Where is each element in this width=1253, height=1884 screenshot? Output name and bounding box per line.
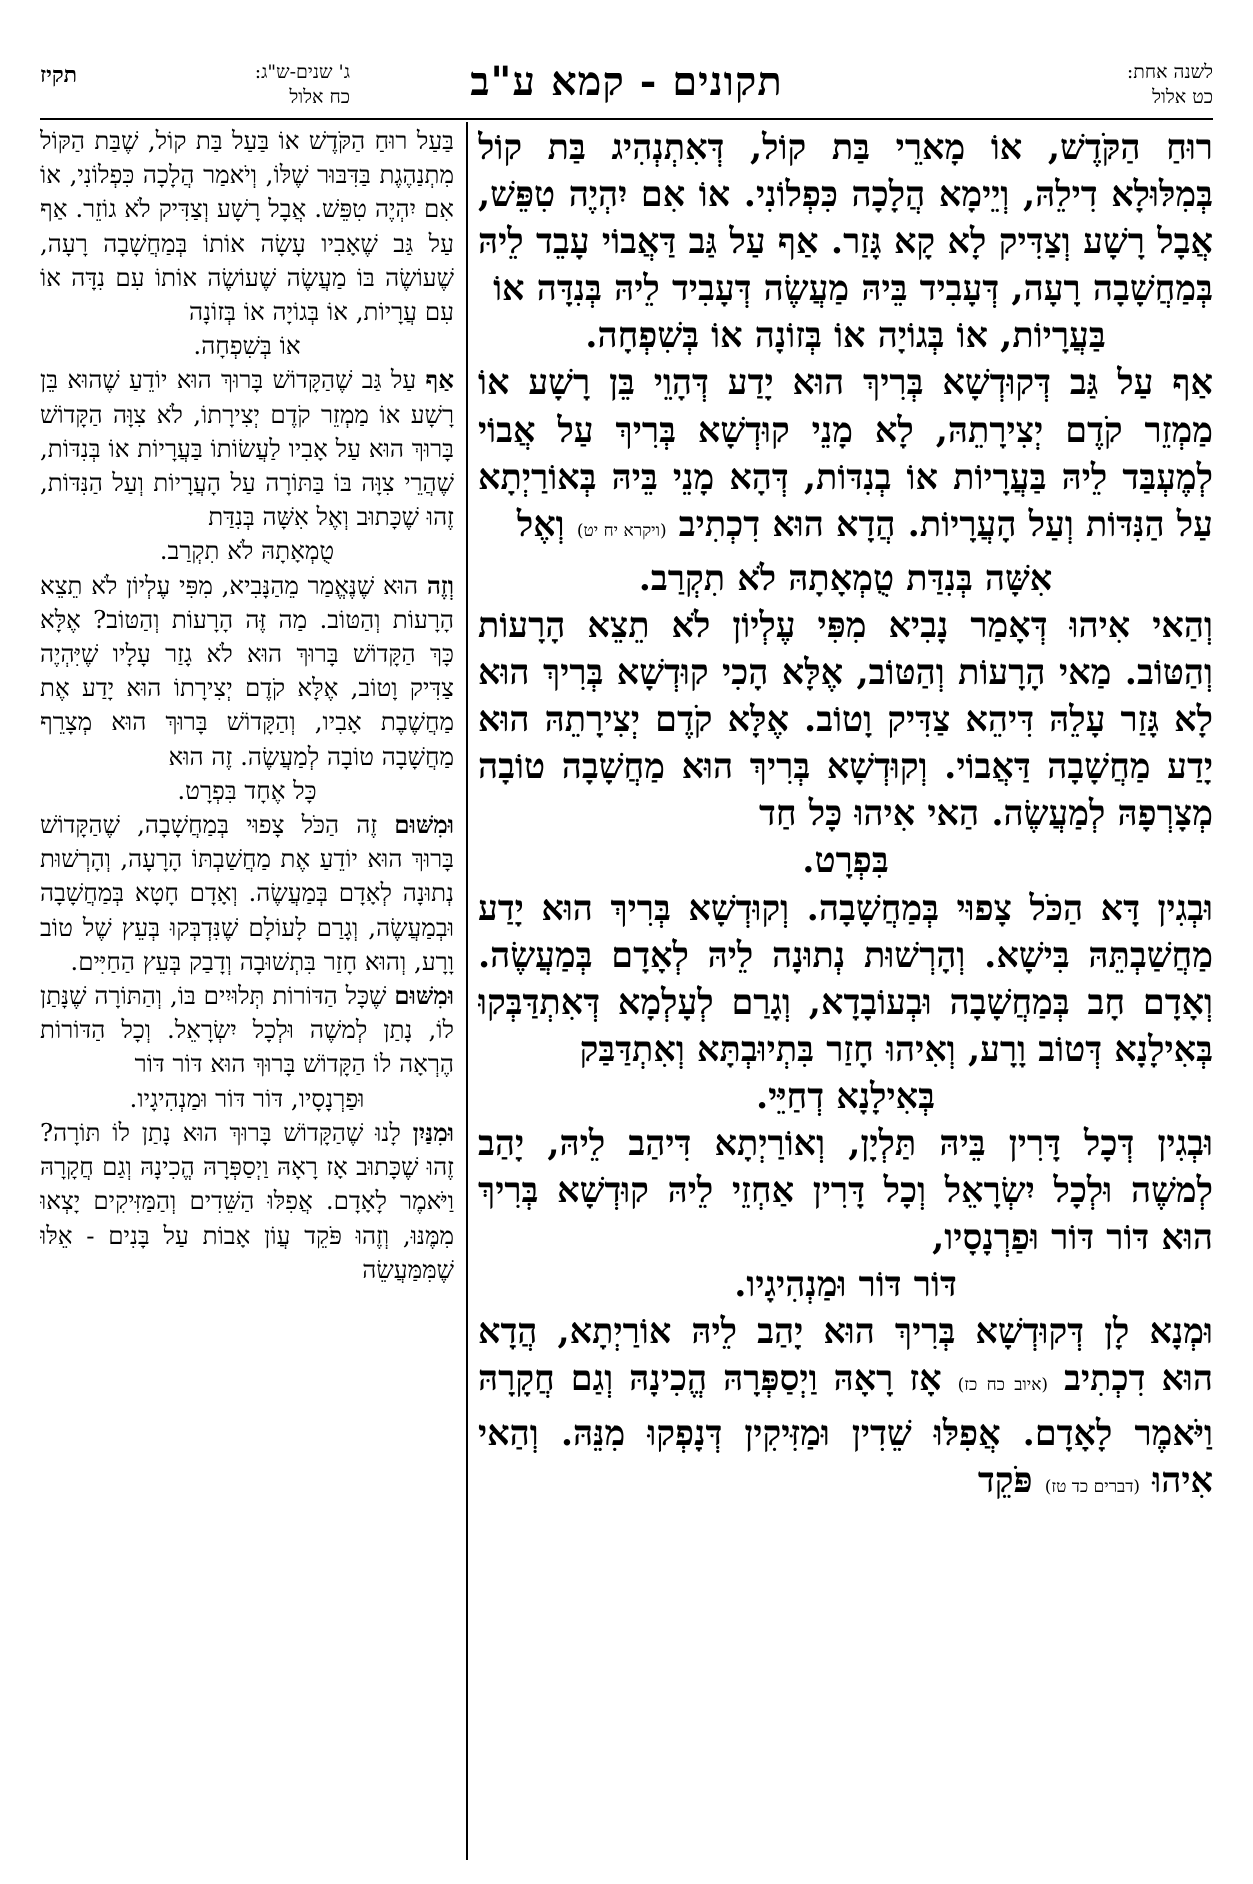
paragraph bbox=[40, 124, 454, 329]
paragraph-closing-line bbox=[40, 534, 454, 568]
paragraph bbox=[40, 979, 454, 1082]
paragraph-text: וְאֶל bbox=[516, 503, 565, 545]
paragraph bbox=[40, 363, 454, 534]
paragraph-lead-word: וּבְגִין bbox=[1157, 887, 1213, 929]
paragraph-text: פֹּקֵד bbox=[977, 1459, 1033, 1501]
header-rule bbox=[40, 118, 1213, 120]
verse-reference: (איוב כח כז) bbox=[957, 1375, 1049, 1396]
paragraph-text: דְּכָל דָּרִין בֵּיהּ תַּלְיָן, וְאוֹרַיְתָא דִּיהַב לֵיהּ, יָהַב לְמשֶׁה וּלְכָל יִשְׂרָאֵל וְכָל דָּרִין אַחְזֵי לֵיהּ קוּדְשָׁא בְּרִיךְ הוּא דּוֹר דּוֹר וּפַרְנָסָיו, bbox=[478, 1122, 1213, 1259]
paragraph-text: בַּעַל רוּחַ הַקֹּדֶשׁ אוֹ בַּעַל בַּת קוֹל, שֶׁבַּת הַקּוֹל מִתְנַהֶגֶת בַּדִּבּוּר שֶׁלּוֹ, וְיֹאמַר הֲלָכָה כִּפְלוֹנִי, אוֹ אִם יִהְיֶה טִפֵּשׁ. אֲבָל רָשָׁע וְצַדִּיק לֹא גוֹזֵר. אַף עַל גַּב שֶׁאָבִיו עָשָׂה אוֹתוֹ בְּמַחֲשָׁבָה רָעָה, שֶׁעוֹשֶׂה בּוֹ מַעֲשֶׂה שֶׁעוֹשֶׂה אוֹתוֹ עִם נִדָּה אוֹ עִם עֲרָיוֹת, אוֹ בְּגוֹיָה אוֹ בְּזוֹנָה bbox=[40, 126, 454, 327]
paragraph-text: רוּחַ הַקֹּדֶשׁ, אוֹ מָארֵי בַּת קוֹל, דְּאִתְנְהִיג בַּת קוֹל בְּמִלּוּלָא דִילֵהּ, וְיֵימָא הֲלָכָה כִּפְלוֹנִי. אוֹ אִם יִהְיֶה טִפֵּשׁ, אֲבָל רָשָׁע וְצַדִּיק לָא קָא גָּזַר. אַף עַל גַּב דַּאֲבוֹי עָבֵד לֵיהּ בְּמַחֲשָׁבָה רָעָה, דְּעָבִיד בֵּיהּ מַעֲשֶׂה דְּעָבִיד לֵיהּ בְּנִדָּה אוֹ bbox=[478, 127, 1213, 310]
paragraph-closing-line bbox=[40, 329, 454, 363]
paragraph-lead-word: וְזֶה bbox=[426, 570, 454, 600]
page-title: תקונים - קמא ע"ב bbox=[470, 58, 783, 105]
paragraph-lead-word: וּמִשּׁוּם bbox=[394, 810, 454, 840]
paragraph bbox=[478, 602, 1213, 837]
paragraph-text: שֶׁכָּל הַדּוֹרוֹת תְּלוּיִים בּוֹ, וְהַתּוֹרָה שֶׁנָּתַן לוֹ, נָתַן לְמשֶׁה וּלְכָל יִשְׂרָאֵל. וְכָל הַדּוֹרוֹת הֶרְאָה לוֹ הַקָּדוֹשׁ בָּרוּךְ הוּא דּוֹר דּוֹר bbox=[40, 981, 454, 1079]
closing-line-text: אוֹ בְּשִׁפְחָה. bbox=[193, 331, 301, 361]
column-divider bbox=[466, 122, 468, 1860]
paragraph-lead-word: אַף bbox=[1172, 362, 1213, 404]
paragraph bbox=[478, 124, 1213, 312]
schedule-three-years-label: ג' שנים-ש"ג: bbox=[254, 61, 350, 83]
verse-reference: (ויקרא יח יט) bbox=[576, 520, 667, 541]
page-number: תקיז bbox=[40, 62, 78, 88]
schedule-three-years bbox=[120, 60, 350, 110]
paragraph-lead-word: וּמִשּׁוּם bbox=[394, 981, 454, 1011]
paragraph bbox=[40, 569, 454, 774]
paragraph-text: זֶה הַכֹּל צָפוּי בְּמַחֲשָׁבָה, שֶׁהַקָּדוֹשׁ בָּרוּךְ הוּא יוֹדֵעַ אֶת מַחֲשַׁבְתּוֹ הָרָעָה, וְהָרְשׁוּת נְתוּנָה לְאָדָם בְּמַעֲשֶׂה. וְאָדָם חָטָא בְּמַחֲשָׁבָה וּבְמַעֲשֶׂה, וְגָרַם לָעוֹלָם שֶׁנִּדְבְּקוּ בְּעֵץ שֶׁל טוֹב וָרָע, וְהוּא חָזַר בִּתְשׁוּבָה וְדָבַק בְּעֵץ הַחַיִּים. bbox=[40, 810, 454, 976]
schedule-one-year: לשנה אחת: bbox=[1126, 61, 1213, 83]
aramaic-text-column bbox=[478, 124, 1213, 1860]
paragraph-text: אָז רָאָהּ וַיְסַפְּרָהּ הֱכִינָהּ וְגַם חֲקָרָהּ וַיֹּאמֶר לָאָדָם. אֲפִלּוּ שֵׁדִין וּמַזִּיקִין דְּנָפְקוּ מִנֵּהּ. וְהַאי אִיהוּ bbox=[478, 1358, 1213, 1501]
page-header bbox=[40, 60, 1213, 118]
closing-line-text: אִשָּׁה בְּנִדַּת טֻמְאָתָהּ לֹא תִקְרַב. bbox=[638, 557, 1053, 599]
paragraph bbox=[478, 1120, 1213, 1261]
closing-line-text: בְּאִילָנָא דְחַיֵּי. bbox=[755, 1075, 936, 1117]
date-three-years: כח אלול bbox=[289, 86, 350, 108]
paragraph-lead-word: וּמְנָא bbox=[1149, 1311, 1213, 1353]
paragraph bbox=[478, 359, 1213, 554]
closing-line-text: בַּעֲרָיוֹת, אוֹ בְּגוֹיָה אוֹ בְּזוֹנָה אוֹ בְּשִׁפְחָה. bbox=[585, 315, 1106, 357]
closing-line-text: וּפַרְנָסָיו, דּוֹר דּוֹר וּמַנְהִיגָיו. bbox=[129, 1083, 365, 1113]
hebrew-translation-column bbox=[40, 124, 454, 1860]
date-one-year: כט אלול bbox=[1152, 86, 1213, 108]
verse-reference: (דברים כד טז) bbox=[1044, 1476, 1141, 1497]
paragraph bbox=[40, 808, 454, 979]
closing-line-text: בִּפְרָט. bbox=[802, 840, 889, 882]
paragraph-closing-line bbox=[478, 312, 1213, 359]
paragraph-text: לָן דְּקוּדְשָׁא בְּרִיךְ הוּא יָהַב לֵיהּ אוֹרַיְתָא, הֲדָא הוּא דִכְתִיב bbox=[478, 1311, 1213, 1400]
paragraph-lead-word: וּבְגִין bbox=[1157, 1122, 1213, 1164]
paragraph bbox=[40, 1116, 454, 1287]
paragraph-closing-line bbox=[478, 1073, 1213, 1120]
paragraph-lead-word: וּמִנַּיִן bbox=[412, 1117, 454, 1147]
paragraph-lead-word: אַף bbox=[425, 365, 454, 395]
paragraph-closing-line bbox=[40, 774, 454, 808]
paragraph bbox=[478, 885, 1213, 1073]
paragraph-lead-word: וְהַאי bbox=[1152, 604, 1213, 646]
paragraph-text: לָנוּ שֶׁהַקָּדוֹשׁ בָּרוּךְ הוּא נָתַן לוֹ תּוֹרָה? זֶהוּ שֶׁכָּתוּב אָז רָאָהּ וַיְסַפְּרָהּ הֱכִינָהּ וְגַם חֲקָרָהּ וַיֹּאמֶר לָאָדָם. אֲפִלּוּ הַשֵּׁדִים וְהַמַּזִּיקִים יָצְאוּ מִמֶּנּוּ, וְזֶהוּ פֹּקֵד עֲוֹן אָבוֹת עַל בָּנִים - אֵלּוּ שֶׁמִּמַּעֲשֵׂה bbox=[40, 1117, 454, 1284]
paragraph-closing-line bbox=[478, 555, 1213, 602]
paragraph-closing-line bbox=[478, 837, 1213, 884]
paragraph-closing-line bbox=[40, 1082, 454, 1116]
paragraph-text: אִיהוּ דְּאָמַר נָבִיא מִפִּי עֶלְיוֹן לֹא תֵצֵא הָרָעוֹת וְהַטּוֹב. מַאי הָרָעוֹת וְהַטּוֹב, אֶלָּא הָכִי קוּדְשָׁא בְּרִיךְ הוּא לָא גָּזַר עָלֵהּ דִּיהֵא צַדִּיק וָטוֹב. אֶלָּא קֹדֶם יְצִירָתֵהּ הוּא יָדַע מַחֲשָׁבָה דַּאֲבוֹי. וְקוּדְשָׁא בְּרִיךְ הוּא מַחֲשָׁבָה טוֹבָה מְצָרְפָהּ לְמַעֲשֶׂה. הַאי אִיהוּ כָּל חַד bbox=[478, 604, 1213, 835]
paragraph-text: הוּא שֶׁנֶּאֱמַר מֵהַנָּבִיא, מִפִּי עֶלְיוֹן לֹא תֵצֵא הָרָעוֹת וְהַטּוֹב. מַה זֶּה הָרָעוֹת וְהַטּוֹב? אֶלָּא כָּךְ הַקָּדוֹשׁ בָּרוּךְ הוּא לֹא גָזַר עָלָיו שֶׁיִּהְיֶה צַדִּיק וָטוֹב, אֶלָּא קֹדֶם יְצִירָתוֹ הוּא יָדַע אֶת מַחֲשֶׁבֶת אָבִיו, וְהַקָּדוֹשׁ בָּרוּךְ הוּא מְצָרֵף מַחֲשָׁבָה טוֹבָה לְמַעֲשֶׂה. זֶה הוּא bbox=[40, 570, 454, 771]
closing-line-text: טֻמְאָתָהּ לֹא תִקְרַב. bbox=[159, 536, 335, 566]
paragraph-text: דָּא הַכֹּל צָפוּי בְּמַחֲשָׁבָה. וְקוּדְשָׁא בְּרִיךְ הוּא יָדַע מַחֲשַׁבְתֵּהּ בִּישָׁא. וְהָרְשׁוּת נְתוּנָה לֵיהּ לְאָדָם בְּמַעֲשֶׂה. וְאָדָם חָב בְּמַחֲשָׁבָה וּבְעוֹבָדָא, וְגָרַם לְעָלְמָא דְּאִתְדַּבְּקוּ בְּאִילָנָא דְּטוֹב וָרָע, וְאִיהוּ חָזַר בִּתְיוּבְתָּא וְאִתְדַּבַּק bbox=[478, 887, 1213, 1070]
closing-line-text: כָּל אֶחָד בִּפְרָט. bbox=[177, 775, 317, 805]
closing-line-text: דּוֹר דּוֹר וּמַנְהִיגָיו. bbox=[734, 1264, 957, 1306]
paragraph-text: עַל גַּב שֶׁהַקָּדוֹשׁ בָּרוּךְ הוּא יוֹדֵעַ שֶׁהוּא בֵּן רָשָׁע אוֹ מַמְזֵר קֹדֶם יְצִירָתוֹ, לֹא צִוָּה הַקָּדוֹשׁ בָּרוּךְ הוּא עַל אָבִיו לַעֲשׂוֹתוֹ בַּעֲרָיוֹת אוֹ בְּנִדּוֹת, שֶׁהֲרֵי צִוָּה בּוֹ בַּתּוֹרָה עַל הָעֲרָיוֹת וְעַל הַנִּדּוֹת, זֶהוּ שֶׁכָּתוּב וְאֶל אִשָּׁה בְּנִדַּת bbox=[40, 365, 454, 532]
paragraph bbox=[478, 1308, 1213, 1510]
paragraph-closing-line bbox=[478, 1261, 1213, 1308]
paragraph-text: עַל גַּב דְּקוּדְשָׁא בְּרִיךְ הוּא יָדַע דְּהָוֵי בֵּן רָשָׁע אוֹ מַמְזֵר קֹדֶם יְצִירָתֵהּ, לָא מָנֵי קוּדְשָׁא בְּרִיךְ עַל אֲבוֹי לְמֶעְבַּד לֵיהּ בַּעֲרָיוֹת אוֹ בְנִדּוֹת, דְּהָא מָנֵי בֵּיהּ בְּאוֹרַיְתָא עַל הַנִּדּוֹת וְעַל הָעֲרָיוֹת. הֲדָא הוּא דִכְתִיב bbox=[478, 362, 1213, 545]
